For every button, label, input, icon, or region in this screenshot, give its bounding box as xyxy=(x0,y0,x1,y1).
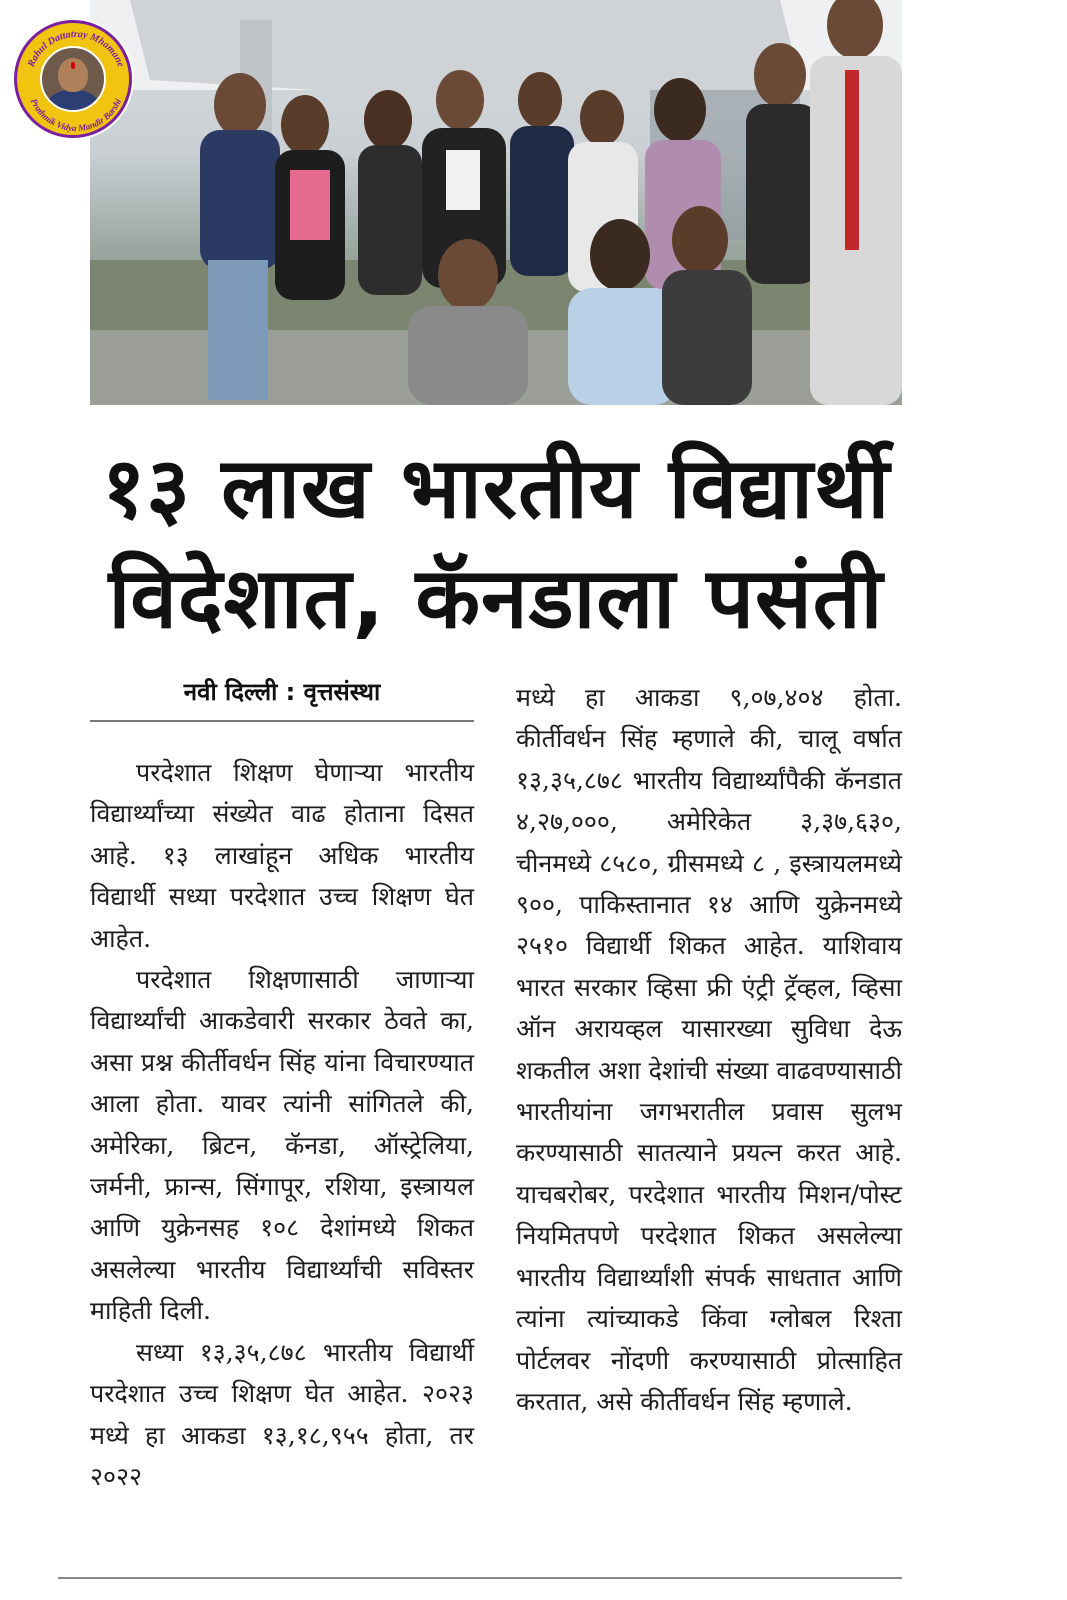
dateline-divider xyxy=(90,720,474,722)
badge-portrait xyxy=(40,46,106,112)
headline-line-1: १३ लाख भारतीय विद्यार्थी xyxy=(101,439,891,537)
profile-badge-logo xyxy=(14,20,132,138)
article-paragraph: परदेशात शिक्षणासाठी जाणाऱ्या विद्यार्थ्यांची आकडेवारी सरकार ठेवते का, असा प्रश्न कीर्तीवर्धन सिंह यांना विचारण्यात आला होता. यावर त्यांनी सांगितले की, अमेरिका, ब्रिटन, कॅनडा, ऑस्ट्रेलिया, जर्मनी, फ्रान्स, सिंगापूर, रशिया, इस्त्रायल आणि युक्रेनसह १०८ देशांमध्ये शिकत असलेल्या भारतीय विद्यार्थ्यांची सविस्तर माहिती दिली. xyxy=(90,965,474,1326)
group-photo xyxy=(90,0,902,405)
badge-bottom-text: Prathmik Vidya Mandir Barshi xyxy=(28,96,124,134)
badge-top-text: Rahul Dattatray Mhamane xyxy=(25,28,127,69)
dateline: नवी दिल्ली : वृत्तसंस्था xyxy=(183,678,381,706)
article-paragraph: परदेशात शिक्षण घेणाऱ्या भारतीय विद्यार्थ्यांच्या संख्येत वाढ होताना दिसत आहे. १३ लाखांहून अधिक भारतीय विद्यार्थी सध्या परदेशात उच्च शिक्षण घेत आहेत. xyxy=(90,758,474,953)
bottom-divider xyxy=(58,1577,902,1579)
headline-line-2: विदेशात, कॅनडाला पसंती xyxy=(108,549,884,647)
group-photo-illustration xyxy=(90,0,902,405)
article-paragraph: मध्ये हा आकडा ९,०७,४०४ होता. कीर्तीवर्धन सिंह म्हणाले की, चालू वर्षात १३,३५,८७८ भारतीय विद्यार्थ्यांपैकी कॅनडात ४,२७,०००, अमेरिकेत ३,३७,६३०, चीनमध्ये ८५८०, ग्रीसमध्ये ८ , इस्त्रायलमध्ये ९००, पाकिस्तानात १४ आणि युक्रेनमध्ये २५१० विद्यार्थी शिकत आहेत. याशिवाय भारत सरकार व्हिसा फ्री एंट्री ट्रॅव्हल, व्हिसा ऑन अरायव्हल यासारख्या सुविधा देऊ शकतील अशा देशांची संख्या वाढवण्यासाठी भारतीयांना जगभरातील प्रवास सुलभ करण्यासाठी सातत्याने प्रयत्न करत आहे. याचबरोबर, परदेशात भारतीय मिशन/पोस्ट नियमितपणे परदेशात शिकत असलेल्या भारतीय विद्यार्थ्यांशी संपर्क साधतात आणि त्यांना त्यांच्याकडे किंवा ग्लोबल रिश्ता पोर्टलवर नोंदणी करण्यासाठी प्रोत्साहित करतात, असे कीर्तीवर्धन सिंह म्हणाले. xyxy=(516,683,902,1416)
article-paragraph: सध्या १३,३५,८७८ भारतीय विद्यार्थी परदेशात उच्च शिक्षण घेत आहेत. २०२३ मध्ये हा आकडा १३,१८,९५५ होता, तर २०२२ xyxy=(90,1337,474,1491)
article-right-column xyxy=(516,677,902,1422)
article-left-column xyxy=(90,752,474,1497)
